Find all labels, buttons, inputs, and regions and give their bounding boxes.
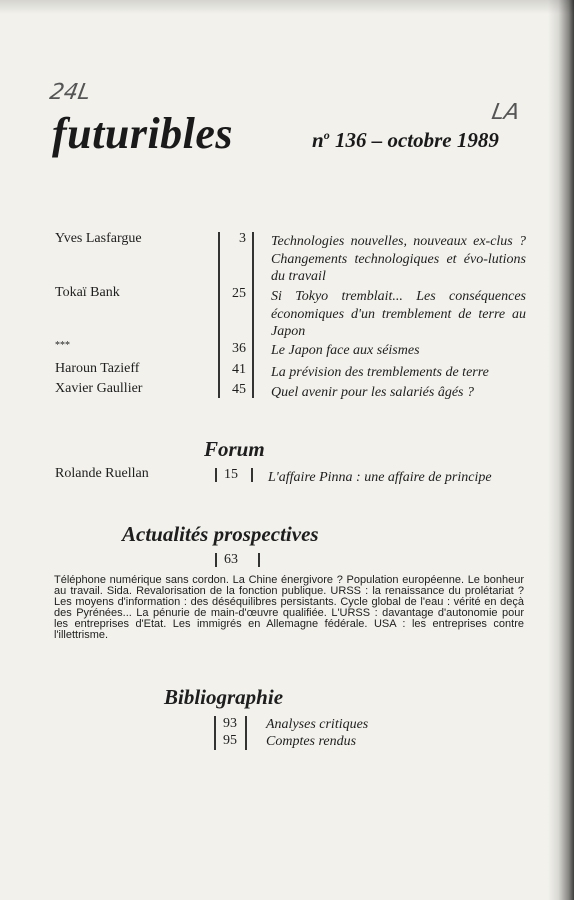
- toc-title: La prévision des tremblements de terre: [271, 365, 489, 380]
- actualites-rule-left: [215, 553, 217, 567]
- toc-author: Xavier Gaullier: [55, 381, 143, 396]
- handwritten-note-right: LA: [489, 100, 522, 125]
- actualites-page: 63: [224, 552, 238, 567]
- biblio-page: 93: [223, 716, 237, 731]
- toc-author: ***: [55, 340, 70, 351]
- biblio-page: 95: [223, 733, 237, 748]
- biblio-rule-right: [245, 716, 247, 750]
- toc-title: Technologies nouvelles, nouveaux ex-clus ? Changements technologiques et évo-lutions du travail: [271, 234, 526, 284]
- toc-title: Quel avenir pour les salariés âgés ?: [271, 385, 474, 400]
- journal-masthead: futuribles: [52, 109, 234, 158]
- forum-rule-left: [215, 468, 217, 482]
- issue-date: – octobre 1989: [366, 128, 499, 152]
- issue-number: 136: [334, 128, 367, 152]
- actualites-rule-right: [258, 553, 260, 567]
- toc-rule-right: [252, 232, 254, 398]
- actualites-heading: Actualités prospectives: [122, 522, 319, 546]
- toc-author: Haroun Tazieff: [55, 361, 140, 376]
- biblio-title: Analyses critiques: [266, 717, 369, 732]
- forum-author: Rolande Ruellan: [55, 466, 149, 481]
- forum-rule-right: [251, 468, 253, 482]
- handwritten-note-left: 24L: [47, 80, 93, 105]
- toc-page: 41: [232, 362, 246, 377]
- actualites-summary: Téléphone numérique sans cordon. La Chine énergivore ? Population européenne. Le bonheur au travail. Sida. Revalorisation de la fonction publique. URSS : la renaissance du prolétariat ? Les moyens d'information : des déséquilibres persistants. Cycle global de l'eau : vérité en deçà des Pyrénées... La pénurie de main-d'œuvre qualifiée. L'URSS : davantage d'autonomie pour les entreprises d'Etat. Les immigrés en Allemagne fédérale. USA : les entreprises contre l'illettrisme.: [54, 574, 524, 641]
- toc-page: 45: [232, 382, 246, 397]
- scan-edge-shadow: [548, 0, 574, 900]
- forum-title: L'affaire Pinna : une affaire de principe: [268, 470, 492, 485]
- biblio-title: Comptes rendus: [266, 734, 357, 749]
- toc-title: Si Tokyo tremblait... Les conséquences économiques d'un tremblement de terre au Japon: [271, 289, 526, 339]
- issue-prefix: n: [312, 128, 324, 152]
- toc-author: Tokaï Bank: [55, 285, 120, 300]
- forum-heading: Forum: [204, 437, 265, 461]
- toc-author: Yves Lasfargue: [55, 231, 142, 246]
- biblio-rule-left: [214, 716, 216, 750]
- scan-top-shadow: [0, 0, 574, 14]
- toc-page: 3: [239, 231, 246, 246]
- toc-page: 25: [232, 286, 246, 301]
- toc-page: 36: [232, 341, 246, 356]
- issue-sup: o: [323, 128, 330, 142]
- forum-page: 15: [224, 467, 238, 482]
- toc-title: Le Japon face aux séismes: [271, 343, 420, 358]
- bibliographie-heading: Bibliographie: [164, 685, 284, 709]
- issue-line: [312, 128, 499, 153]
